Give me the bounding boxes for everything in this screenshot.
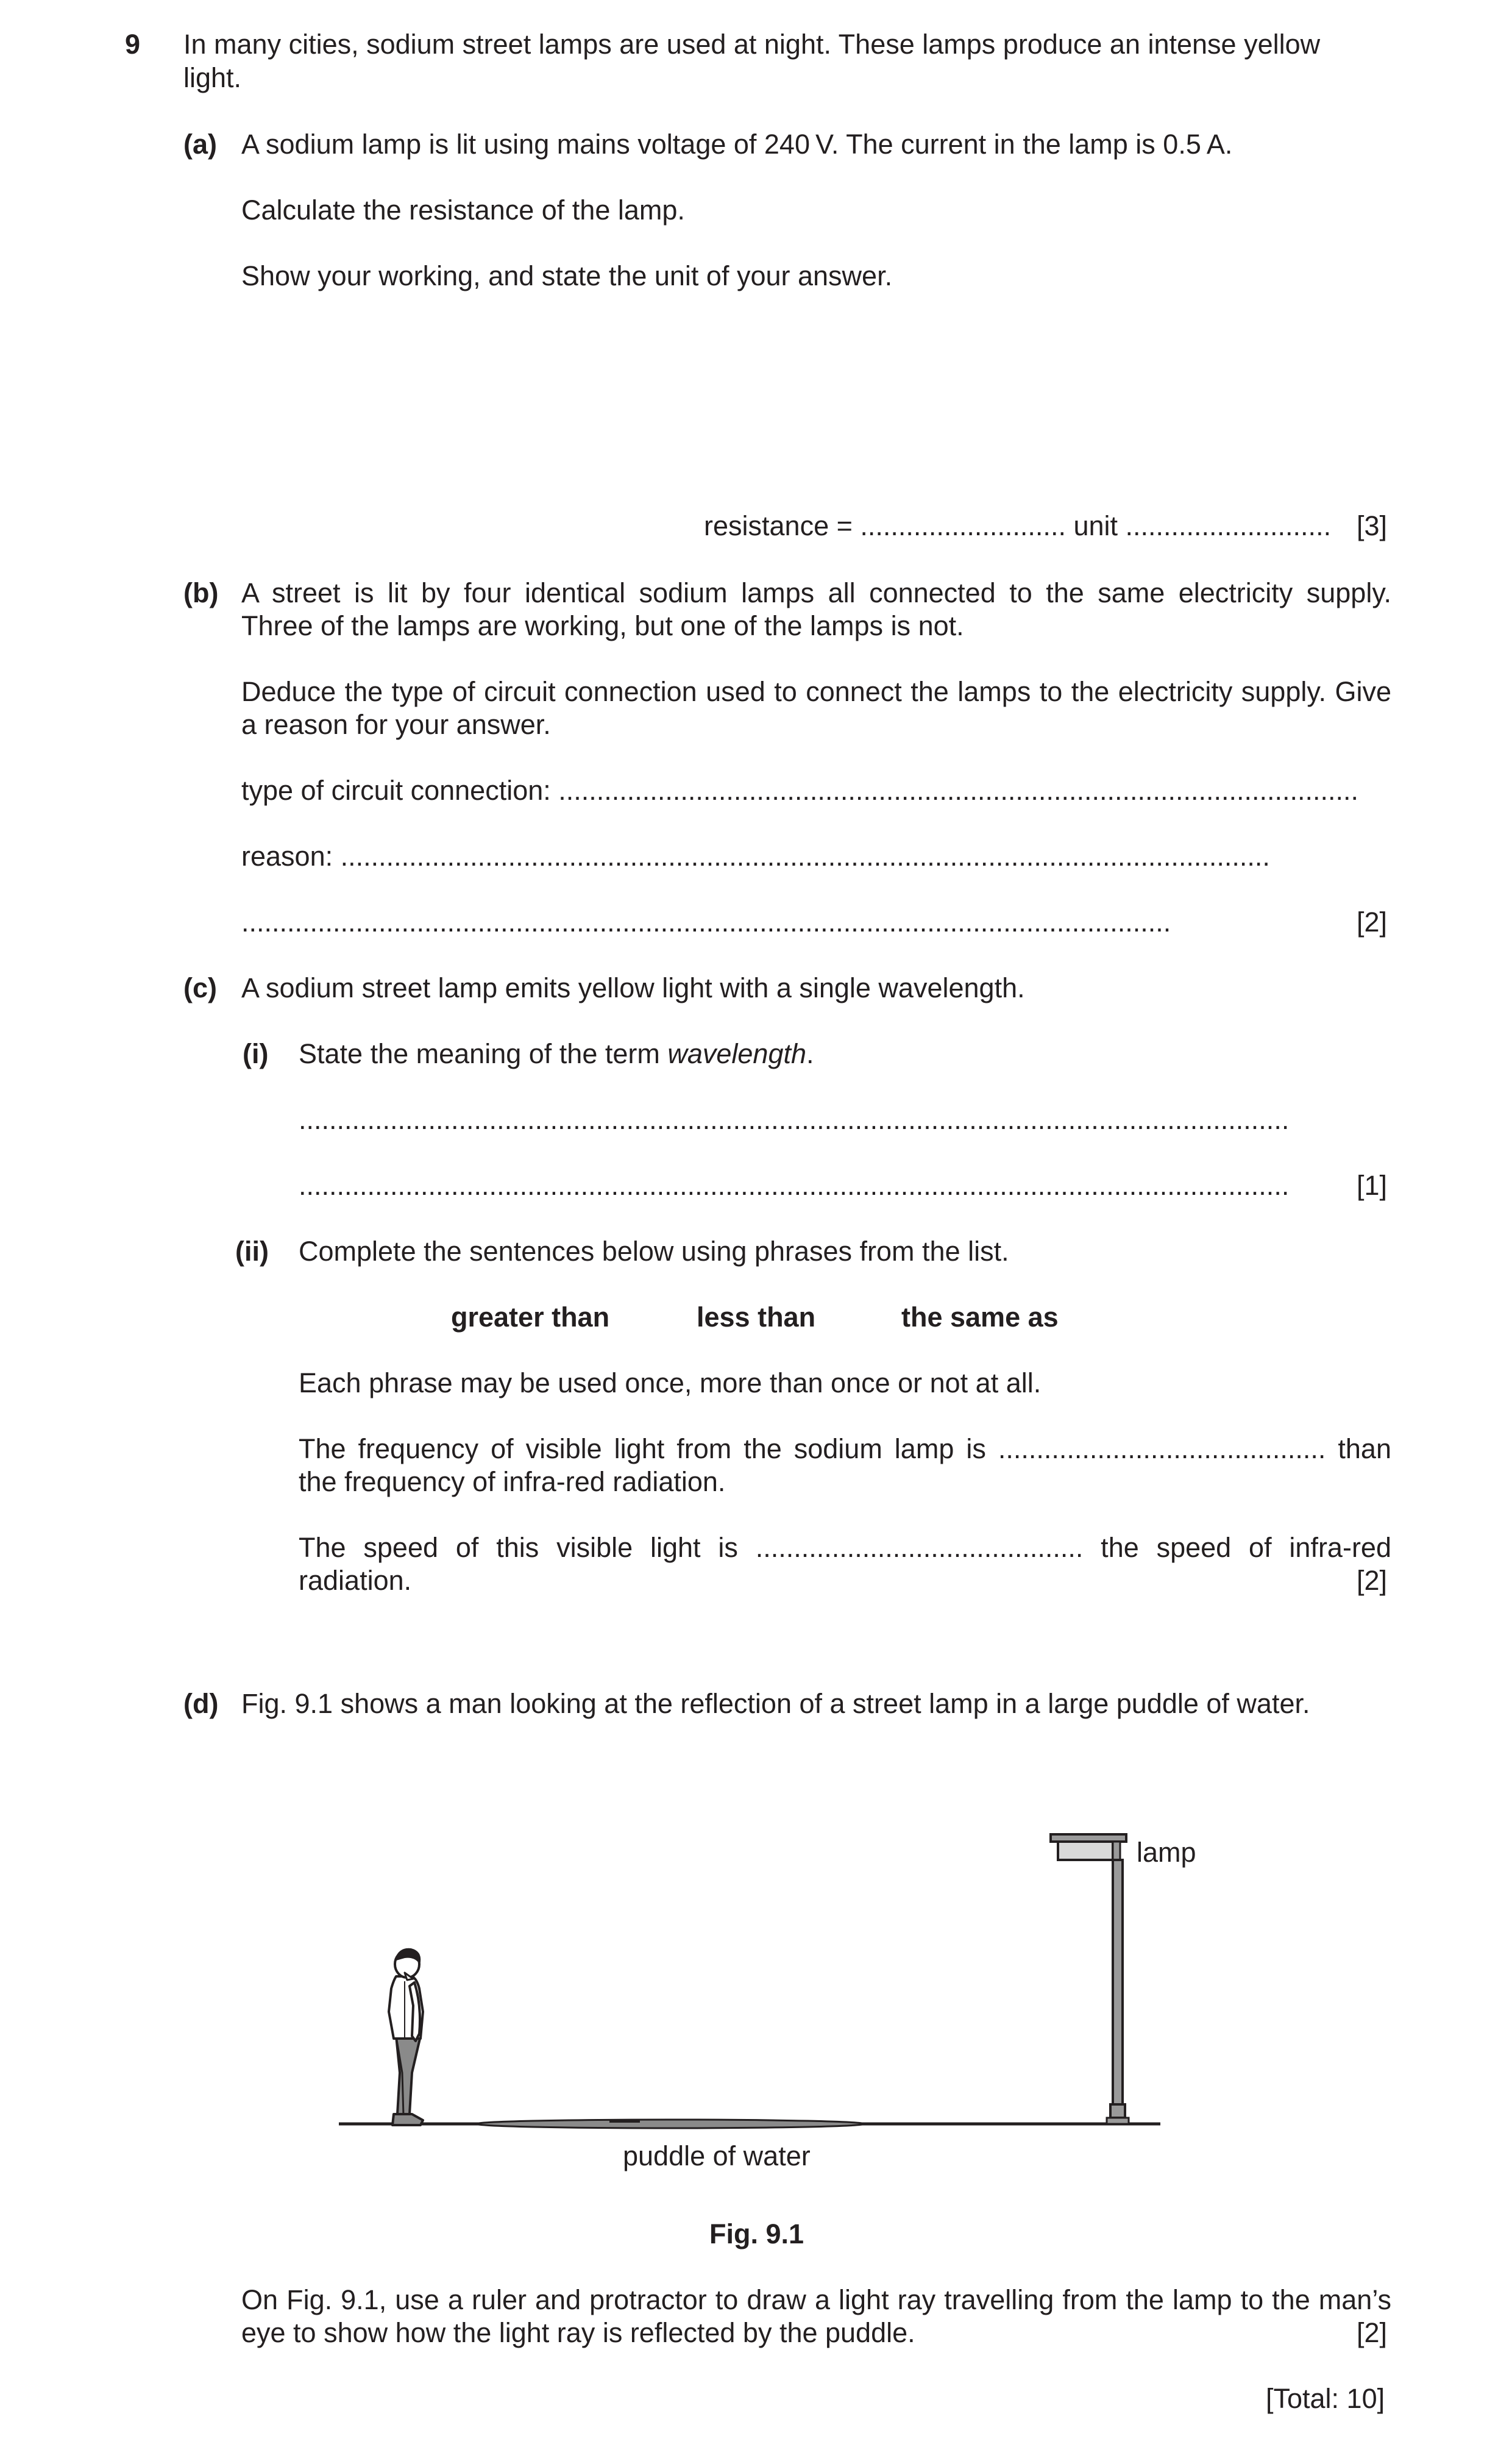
reason-extra-line[interactable]: .......................................................................................................................... [241,906,1171,938]
part-b-line2: Three of the lamps are working, but one of the lamps is not. [241,610,964,641]
wavelength-term: wavelength [667,1038,807,1069]
part-a-line1: A sodium lamp is lit using mains voltage of 240 V. The current in the lamp is 0.5 A. [241,129,1233,160]
puddle-shadow [609,2119,640,2123]
circuit-type-label: type of circuit connection: [241,775,559,806]
part-c-ii-marks: [2] [1357,1565,1388,1596]
frequency-sentence-line2: the frequency of infra-red radiation. [299,1466,726,1497]
reason-label: reason: [241,841,341,872]
part-c-i-label: (i) [243,1038,269,1069]
part-b-line1: A street is lit by four identical sodium lamps all connected to the same electricity supply. [241,577,1391,608]
phrase-less-than: less than [697,1302,816,1333]
part-d-line1: Fig. 9.1 shows a man looking at the reflection of a street lamp in a large puddle of water. [241,1688,1310,1719]
circuit-type-dots: ......................................................................................................... [558,775,1359,806]
wavelength-answer-line2[interactable]: .................................................................................................................................. [299,1170,1290,1201]
part-a-line2: Calculate the resistance of the lamp. [241,194,685,226]
lamp-label: lamp [1137,1837,1196,1868]
reason-dots: .......................................................................................................................... [340,841,1270,872]
part-c-i-period: . [806,1038,814,1069]
part-b-line3: Deduce the type of circuit connection used to connect the lamps to the electricity supply. Give [241,676,1391,707]
part-d-task-line1: On Fig. 9.1, use a ruler and protractor to draw a light ray travelling from the lamp to the man’s [241,2284,1391,2315]
street-lamp [1051,1834,1129,2124]
phrase-greater-than: greater than [451,1302,610,1333]
part-c-i-marks: [1] [1357,1170,1388,1201]
part-c-i-text: State the meaning of the term [299,1038,668,1069]
part-b-marks: [2] [1357,906,1388,938]
part-c-ii-label: (ii) [235,1236,269,1267]
part-c-ii-instruction: Complete the sentences below using phrases from the list. [299,1236,1009,1267]
part-b-line4: a reason for your answer. [241,709,551,740]
question-number: 9 [125,29,141,60]
man-figure [389,1950,423,2125]
frequency-sentence-line1[interactable]: The frequency of visible light from the sodium lamp is ........................................... than [299,1433,1391,1464]
speed-sentence-line2: radiation. [299,1565,412,1596]
question-intro-line2: light. [183,62,242,93]
wavelength-answer-line1[interactable]: .................................................................................................................................. [299,1104,1290,1135]
puddle-of-water [477,2120,864,2128]
part-a-marks: [3] [1357,510,1388,541]
phrase-usage-note: Each phrase may be used once, more than once or not at all. [299,1367,1042,1398]
part-d-task-line2: eye to show how the light ray is reflected by the puddle. [241,2317,915,2348]
puddle-label: puddle of water [623,2140,811,2171]
figure-caption: Fig. 9.1 [709,2218,804,2249]
part-d-label: (d) [183,1688,219,1719]
part-a-line3: Show your working, and state the unit of your answer. [241,260,893,291]
total-marks: [Total: 10] [1266,2383,1385,2414]
speed-sentence-line1[interactable]: The speed of this visible light is ........................................... the speed of infra-red [299,1532,1391,1563]
part-a-label: (a) [183,129,217,160]
part-c-line1: A sodium street lamp emits yellow light with a single wavelength. [241,972,1025,1003]
part-d-marks: [2] [1357,2317,1388,2348]
resistance-answer-line[interactable]: resistance = ........................... unit ........................... [704,510,1332,541]
phrase-the-same-as: the same as [901,1302,1059,1333]
part-b-label: (b) [183,577,219,608]
part-c-label: (c) [183,972,217,1003]
question-intro-line1: In many cities, sodium street lamps are used at night. These lamps produce an intense yellow [183,29,1321,60]
